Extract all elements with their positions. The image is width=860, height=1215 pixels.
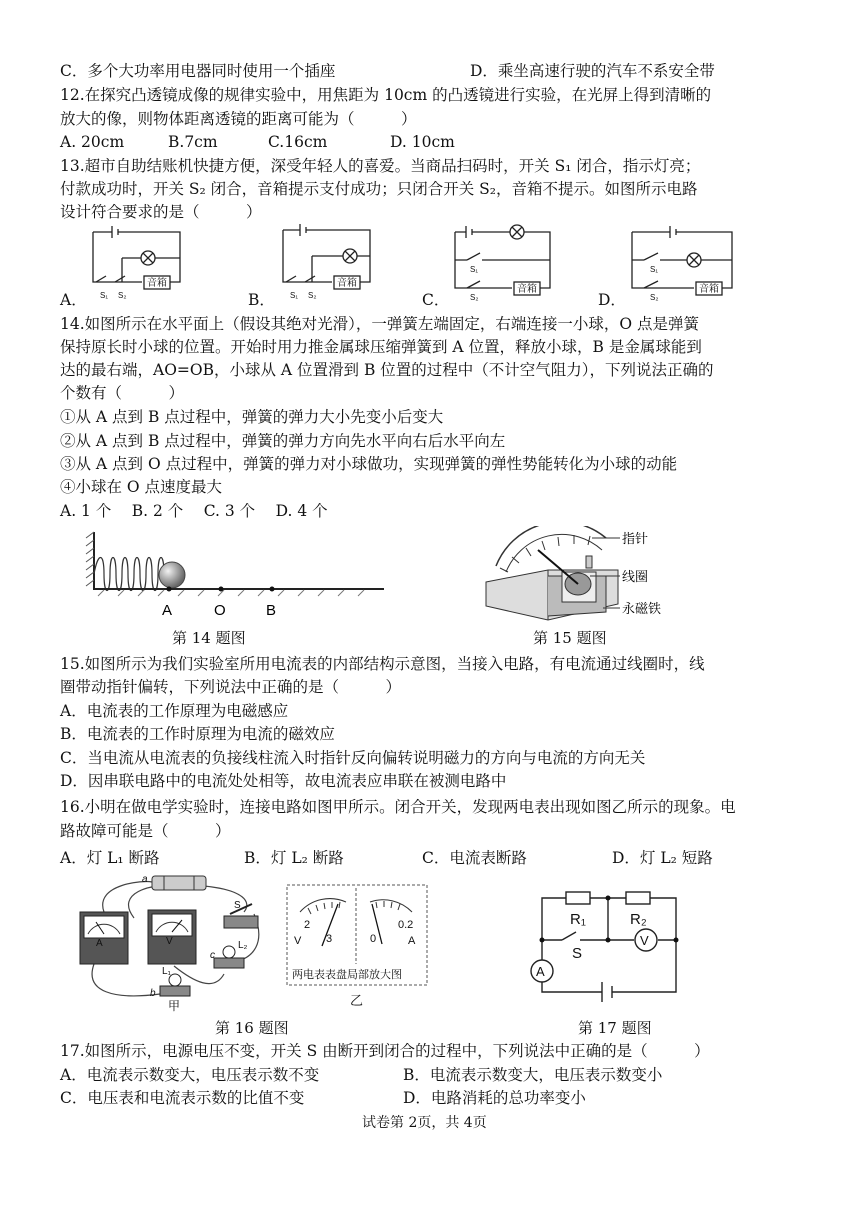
circuit-photo-jia bbox=[74, 872, 274, 1012]
svg-text:L₁: L₁ bbox=[162, 966, 171, 977]
svg-text:a: a bbox=[142, 874, 148, 885]
q15-stem-line1: 15.如图所示为我们实验室所用电流表的内部结构示意图，当接入电路，有电流通过线圈时，线 bbox=[60, 655, 705, 673]
fig16-caption: 第 16 题图 bbox=[215, 1019, 289, 1037]
q13-stem-line3: 设计符合要求的是（ ） bbox=[60, 203, 262, 221]
q12-option-c: C.16cm bbox=[268, 133, 328, 151]
svg-text:S₁: S₁ bbox=[100, 291, 109, 300]
fig14-caption: 第 14 题图 bbox=[172, 629, 246, 647]
svg-text:S₂: S₂ bbox=[308, 291, 317, 300]
q14-statement-1: ①从 A 点到 B 点过程中，弹簧的弹力大小先变小后变大 bbox=[60, 408, 444, 426]
svg-text:L₂: L₂ bbox=[238, 940, 248, 951]
q15-option-c: C．当电流从电流表的负接线柱流入时指针反向偏转说明磁力的方向与电流的方向无关 bbox=[60, 749, 646, 767]
q16-option-c: C．电流表断路 bbox=[422, 849, 527, 867]
q13-option-c: C． bbox=[422, 291, 450, 309]
q17-option-d: D．电路消耗的总功率变小 bbox=[403, 1089, 586, 1107]
svg-text:S₁: S₁ bbox=[290, 291, 299, 300]
point-b-label: B bbox=[266, 602, 277, 619]
q14-stem-line2: 保持原长时小球的位置。开始时用力推金属球压缩弹簧到 A 位置，释放小球，B 是金属球能到 bbox=[60, 338, 702, 356]
svg-text:S₂: S₂ bbox=[118, 291, 127, 300]
q13-stem-line2: 付款成功时，开关 S₂ 闭合，音箱提示支付成功；只闭合开关 S₂，音箱不提示。如图所示电路 bbox=[60, 180, 698, 198]
ammeter-structure-figure bbox=[478, 526, 678, 624]
spring-ball-figure bbox=[84, 528, 404, 624]
q14-stem-line4: 个数有（ ） bbox=[60, 384, 185, 402]
q17-option-a: A．电流表示数变大，电压表示数不变 bbox=[60, 1066, 320, 1084]
q14-statement-2: ②从 A 点到 B 点过程中，弹簧的弹力方向先水平向右后水平向左 bbox=[60, 432, 506, 450]
q15-option-d: D．因串联电路中的电流处处相等，故电流表应串联在被测电路中 bbox=[60, 772, 507, 790]
voltmeter-label: V bbox=[640, 933, 649, 948]
fig-jia-label: 甲 bbox=[168, 999, 181, 1012]
q15-option-b: B．电流表的工作时原理为电流的磁效应 bbox=[60, 725, 335, 743]
q17-option-c: C．电压表和电流表示数的比值不变 bbox=[60, 1089, 305, 1107]
meter-zoom-yi bbox=[286, 884, 430, 990]
r1-label: R₁ bbox=[570, 911, 586, 928]
svg-text:V: V bbox=[166, 936, 173, 947]
point-a-label: A bbox=[162, 602, 173, 619]
q11-option-c: C．多个大功率用电器同时使用一个插座 bbox=[60, 62, 336, 80]
q16-stem-line2: 路故障可能是（ ） bbox=[60, 822, 231, 840]
svg-text:S₂: S₂ bbox=[650, 293, 659, 302]
r2-label: R₂ bbox=[630, 911, 647, 928]
svg-text:S: S bbox=[234, 900, 241, 911]
fig17-caption: 第 17 题图 bbox=[578, 1019, 652, 1037]
q14-options: A. 1 个 B. 2 个 C. 3 个 D. 4 个 bbox=[60, 502, 328, 520]
svg-text:b: b bbox=[150, 988, 156, 999]
ammeter-label: A bbox=[536, 964, 545, 979]
svg-text:V: V bbox=[294, 935, 302, 947]
circuit-17 bbox=[518, 884, 688, 1008]
svg-text:音箱: 音箱 bbox=[517, 284, 537, 295]
q13-option-b: B． bbox=[248, 291, 275, 309]
zoom-label: 两电表表盘局部放大图 bbox=[292, 969, 402, 981]
q12-option-a: A. 20cm bbox=[60, 133, 125, 151]
q12-stem-line2: 放大的像，则物体距离透镜的距离可能为（ ） bbox=[60, 110, 417, 128]
svg-text:0.2: 0.2 bbox=[398, 919, 414, 931]
q15-option-a: A．电流表的工作原理为电磁感应 bbox=[60, 702, 289, 720]
coil-label: 线圈 bbox=[622, 569, 649, 584]
fig-yi-label: 乙 bbox=[350, 994, 364, 1009]
q14-stem-line1: 14.如图所示在水平面上（假设其绝对光滑），一弹簧左端固定，右端连接一小球，O 点是弹簧 bbox=[60, 315, 700, 333]
svg-text:音箱: 音箱 bbox=[337, 278, 357, 289]
q13-option-a: A． bbox=[60, 291, 87, 309]
q16-option-d: D．灯 L₂ 短路 bbox=[612, 849, 713, 867]
q14-stem-line3: 达的最右端，AO=OB，小球从 A 位置滑到 B 位置的过程中（不计空气阻力），下列说法正确的 bbox=[60, 361, 714, 379]
q12-option-d: D. 10cm bbox=[390, 133, 455, 151]
q15-stem-line2: 圈带动指针偏转，下列说法中正确的是（ ） bbox=[60, 678, 402, 696]
q16-stem-line1: 16.小明在做电学实验时，连接电路如图甲所示。闭合开关，发现两电表出现如图乙所示的现象。电 bbox=[60, 798, 736, 816]
magnet-label: 永磁铁 bbox=[622, 601, 662, 616]
point-o-label: O bbox=[214, 602, 226, 619]
svg-text:A: A bbox=[408, 935, 416, 947]
svg-text:0: 0 bbox=[370, 933, 377, 945]
q12-option-b: B.7cm bbox=[168, 133, 218, 151]
q12-stem-line1: 12.在探究凸透镜成像的规律实验中，用焦距为 10cm 的凸透镜进行实验，在光屏上得到清晰的 bbox=[60, 86, 712, 104]
fig15-caption: 第 15 题图 bbox=[533, 629, 607, 647]
svg-text:S₁: S₁ bbox=[650, 265, 659, 274]
q11-option-d: D．乘坐高速行驶的汽车不系安全带 bbox=[470, 62, 715, 80]
svg-text:A: A bbox=[96, 938, 103, 949]
svg-text:3: 3 bbox=[326, 933, 333, 945]
svg-text:S₂: S₂ bbox=[470, 293, 479, 302]
q14-statement-4: ④小球在 O 点速度最大 bbox=[60, 478, 223, 496]
q14-statement-3: ③从 A 点到 O 点过程中，弹簧的弹力对小球做功，实现弹簧的弹性势能转化为小球的动能 bbox=[60, 455, 678, 473]
page-footer: 试卷第 2页，共 4页 bbox=[362, 1115, 487, 1131]
q13-option-d: D． bbox=[598, 291, 626, 309]
switch-label: S bbox=[572, 945, 583, 962]
q17-stem: 17.如图所示，电源电压不变，开关 S 由断开到闭合的过程中，下列说法中正确的是（ ） bbox=[60, 1042, 710, 1060]
q16-option-a: A．灯 L₁ 断路 bbox=[60, 849, 160, 867]
q16-option-b: B．灯 L₂ 断路 bbox=[244, 849, 344, 867]
svg-text:c: c bbox=[210, 950, 215, 961]
pointer-label: 指针 bbox=[622, 531, 649, 546]
svg-text:音箱: 音箱 bbox=[147, 278, 167, 289]
svg-text:S₁: S₁ bbox=[470, 265, 479, 274]
q13-stem-line1: 13.超市自助结账机快捷方便，深受年轻人的喜爱。当商品扫码时，开关 S₁ 闭合，指示灯亮； bbox=[60, 157, 701, 175]
svg-text:2: 2 bbox=[304, 919, 311, 931]
q17-option-b: B．电流表示数变大，电压表示数变小 bbox=[403, 1066, 663, 1084]
svg-text:音箱: 音箱 bbox=[699, 284, 719, 295]
